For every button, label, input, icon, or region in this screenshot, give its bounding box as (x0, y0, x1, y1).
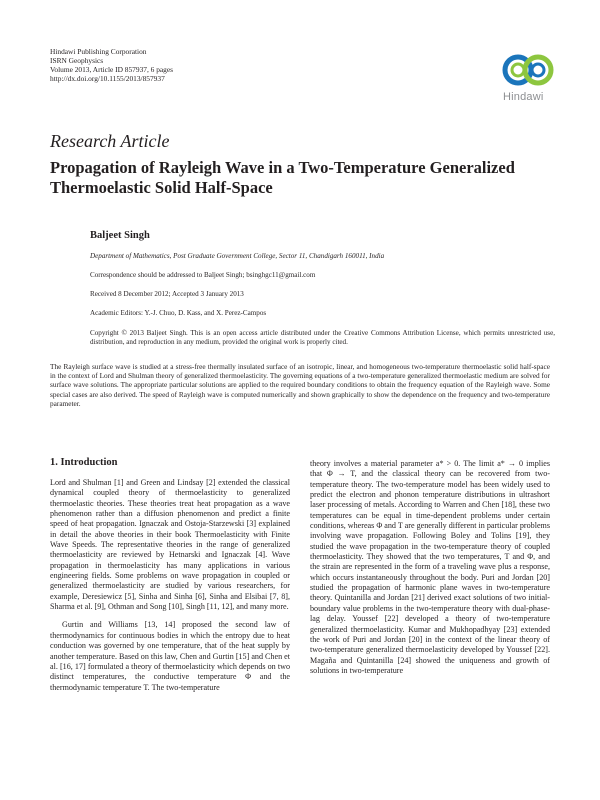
article-type: Research Article (50, 131, 170, 151)
academic-editors: Academic Editors: Y.-J. Chuo, D. Kass, and X. Perez-Campos (90, 309, 267, 317)
journal-name: ISRN Geophysics (50, 56, 104, 65)
received-dates: Received 8 December 2012; Accepted 3 January 2013 (90, 290, 244, 298)
correspondence: Correspondence should be addressed to Baljeet Singh; bsinghgc11@gmail.com (90, 271, 316, 279)
body-column-right (310, 459, 550, 684)
paragraph: Lord and Shulman [1] and Green and Lindsay [2] extended the classical dynamical coupled theory of thermoelasticity to generalized thermoelastic theories. These theories treat heat propagation as a wave phenomenon rather than a diffusion phenomenon and predict a finite speed of heat propagation. Ignaczak and Ostoja-Starzewski [3] explained in detail the above theories in their book Thermoelasticity with Finite Wave Speeds. The representative theories in the range of generalized thermoelasticity are reviewed by Hetnarski and Ignaczak [4]. Wave propagation in thermoelasticity has many applications in various engineering fields. Some problems on wave propagation in coupled or generalized thermoelasticity are studied by various researchers, for example, Deresiewicz [5], Sinha and Sinha [6], Sinha and Elsibai [7, 8], Sharma et al. [9], Othman and Song [10], Singh [11, 12], and many more. (50, 478, 290, 612)
paragraph: theory involves a material parameter a* > 0. The limit a* → 0 implies that Φ → T, and the classical theory can be recovered from two-temperature theory. The two-temperature model has been widely used to predict the electron and phonon temperature distributions in ultrashort laser processing of metals. According to Warren and Chen [18], these two temperatures can be equal in time-dependent problems under certain conditions, whereas Φ and T are generally different in particular problems involving wave propagation. Following Boley and Tolins [19], they studied the wave propagation in the two-temperature theory of coupled thermoelasticity. They showed that the two temperatures, T and Φ, and the strain are represented in the form of a traveling wave plus a response, which occurs instantaneously throughout the body. Puri and Jordan [20] studied the propagation of harmonic plane waves in two-temperature theory. Quintanilla and Jordan [21] derived exact solutions of two initial-boundary value problems in the two-temperature theory with dual-phase-lag delay. Youssef [22] developed a theory of two-temperature generalized thermoelasticity. Kumar and Mukhopadhyay [23] extended the work of Puri and Jordan [20] in the context of the linear theory of two-temperature generalized thermoelasticity developed by Youssef [22]. Magaña and Quintanilla [24] showed the uniqueness and growth of solutions in two-temperature (310, 459, 550, 675)
body-column-left (50, 478, 290, 701)
paragraph: Gurtin and Williams [13, 14] proposed the second law of thermodynamics for continuous bodies in which the entropy due to heat conduction was governed by one temperature, that of the heat supply by another temperature. Based on this law, Chen and Gurtin [15] and Chen et al. [16, 17] formulated a theory of thermoelasticity which depends on two distinct temperatures, the conductive temperature Φ and the thermodynamic temperature T. The two-temperature (50, 620, 290, 692)
journal-header (50, 47, 173, 83)
paper-title: Propagation of Rayleigh Wave in a Two-Temperature Generalized Thermoelastic Solid Half-Space (50, 158, 515, 197)
section-heading: 1. Introduction (50, 457, 118, 468)
volume-line: Volume 2013, Article ID 857937, 6 pages (50, 65, 174, 74)
doi-link[interactable]: http://dx.doi.org/10.1155/2013/857937 (50, 74, 165, 83)
copyright-notice: Copyright © 2013 Baljeet Singh. This is an open access article distributed under the Creative Commons Attribution License, which permits unrestricted use, distribution, and reproduction in any medium, provided the original work is properly cited. (90, 329, 555, 346)
affiliation: Department of Mathematics, Post Graduate Government College, Sector 11, Chandigarh 160011, India (90, 252, 385, 260)
author-name: Baljeet Singh (90, 230, 150, 241)
publisher-line: Hindawi Publishing Corporation (50, 47, 147, 56)
abstract: The Rayleigh surface wave is studied at a stress-free thermally insulated surface of an isotropic, linear, and homogeneous two-temperature thermoelastic solid half-space in the context of Lord and Shulman theory of generalized thermoelasticity. The governing equations of a two-temperature generalized thermoelastic medium are solved for surface wave solutions. The appropriate particular solutions are applied to the required boundary conditions to obtain the frequency equation of the Rayleigh wave. Some special cases are also derived. The speed of Rayleigh wave is computed numerically and shown graphically to show the dependence on the frequency and two-temperature parameter. (50, 362, 550, 408)
logo-wordmark: Hindawi (503, 91, 544, 103)
